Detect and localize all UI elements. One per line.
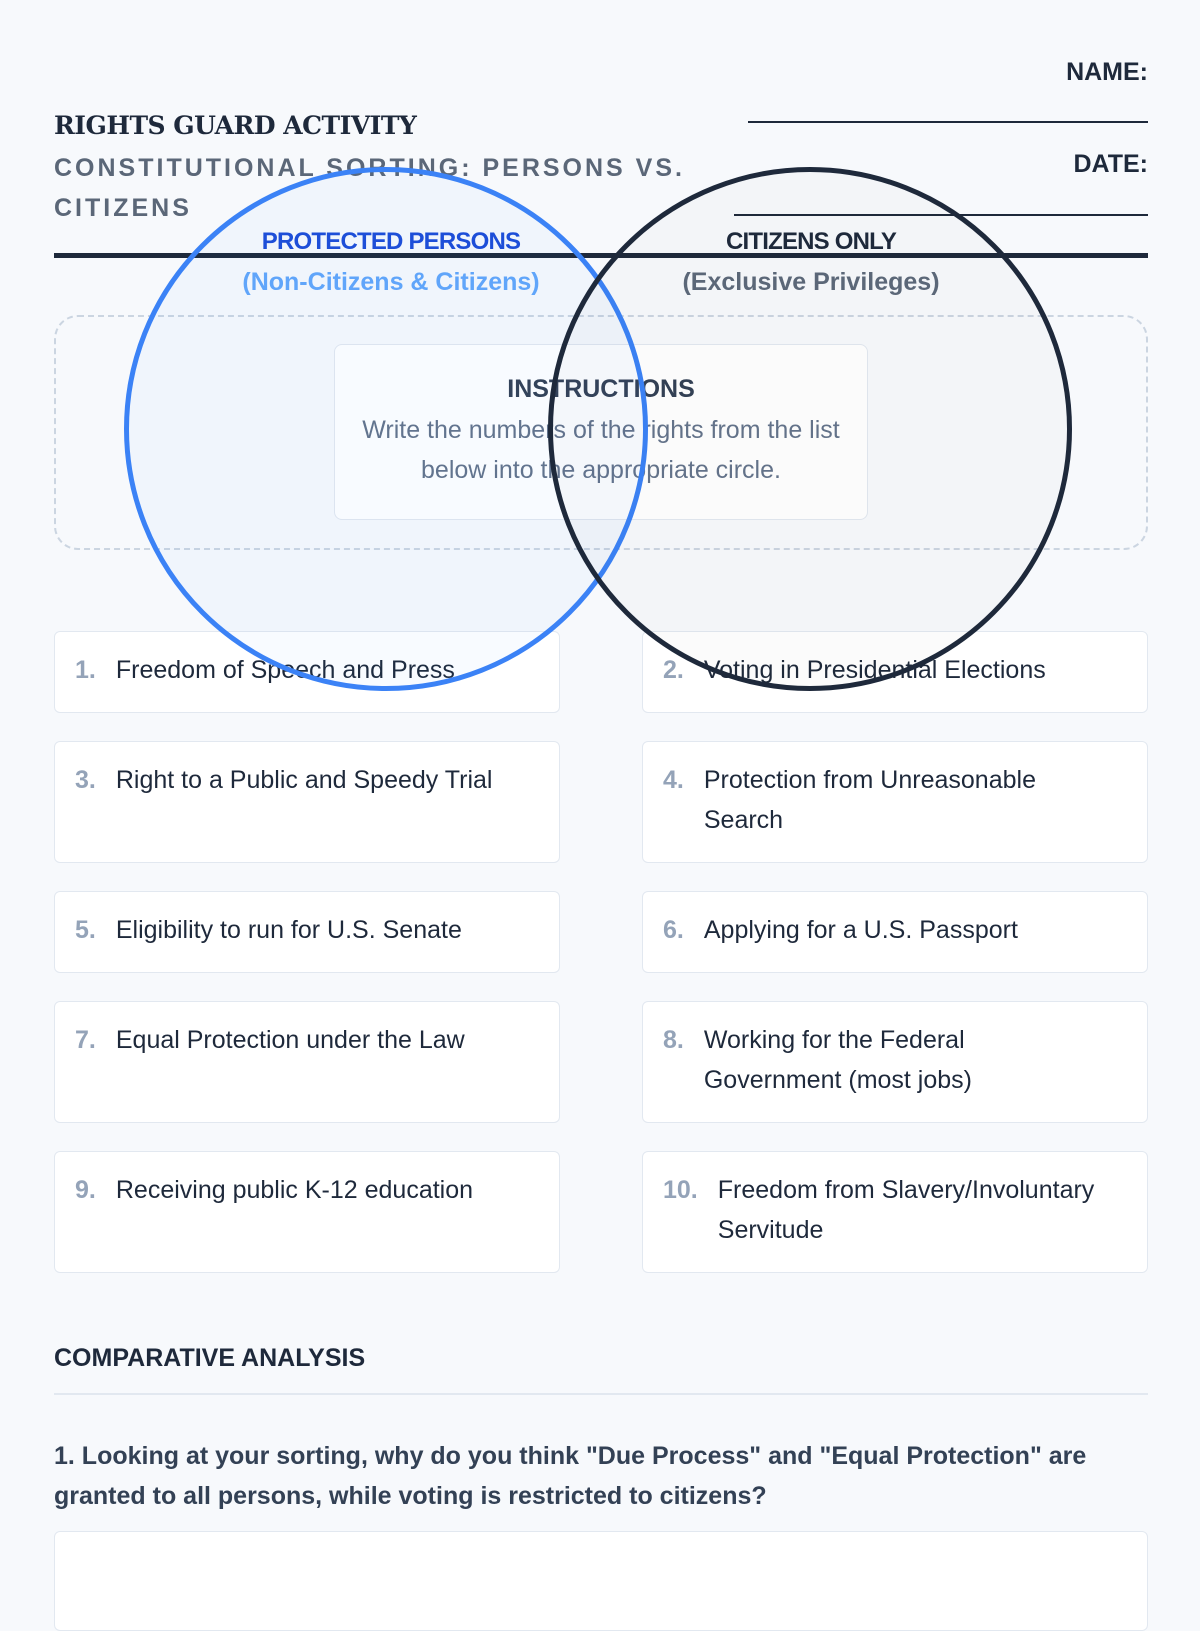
item-number: 7. — [75, 1026, 96, 1054]
item-number: 5. — [75, 916, 96, 944]
list-item — [54, 741, 560, 863]
date-label: DATE: — [1073, 150, 1148, 178]
citizens-only-title: CITIZENS ONLY — [725, 228, 897, 255]
activity-label: RIGHTS GUARD ACTIVITY — [54, 111, 417, 140]
item-number: 9. — [75, 1176, 96, 1204]
item-text: Right to a Public and Speedy Trial — [115, 766, 493, 794]
name-field[interactable] — [748, 121, 1148, 123]
list-item — [642, 741, 1148, 863]
item-text: Protection from Unreasonable Search — [703, 766, 1036, 834]
item-number: 1. — [75, 656, 96, 684]
protected-persons-subtitle: (Non-Citizens & Citizens) — [242, 268, 540, 296]
item-number: 6. — [663, 916, 684, 944]
item-text: Equal Protection under the Law — [115, 1026, 465, 1054]
item-text: Applying for a U.S. Passport — [703, 916, 1018, 944]
analysis-heading: COMPARATIVE ANALYSIS — [54, 1344, 366, 1372]
item-text: Receiving public K-12 education — [115, 1176, 474, 1204]
worksheet-header — [54, 0, 1148, 260]
item-text: Voting in Presidential Elections — [703, 656, 1046, 684]
list-item — [54, 1001, 560, 1123]
item-text: Working for the Federal Government (most jobs) — [703, 1026, 972, 1094]
worksheet-page — [54, 0, 1148, 1600]
analysis-question: 1. Looking at your sorting, why do you think "Due Process" and "Equal Protection" are granted to all persons, while voting is restricted to citizens? — [54, 1442, 1087, 1510]
item-number: 3. — [75, 766, 96, 794]
list-item — [54, 1151, 560, 1273]
item-number: 10. — [663, 1176, 698, 1204]
item-number: 2. — [663, 656, 684, 684]
protected-persons-title: PROTECTED PERSONS — [261, 228, 521, 255]
instructions-text: Write the numbers of the rights from the list below into the appropriate circle. — [362, 416, 840, 484]
name-label: NAME: — [1066, 58, 1148, 86]
item-number: 8. — [663, 1026, 684, 1054]
list-item — [642, 1151, 1148, 1273]
instructions-title: INSTRUCTIONS — [507, 375, 695, 403]
list-item — [642, 1001, 1148, 1123]
item-text: Eligibility to run for U.S. Senate — [115, 916, 462, 944]
list-item — [642, 891, 1148, 973]
worksheet-subtitle: CONSTITUTIONAL SORTING: PERSONS VS. CITIZENS — [54, 154, 685, 222]
list-item — [54, 891, 560, 973]
answer-box[interactable] — [54, 1531, 1148, 1631]
item-text: Freedom from Slavery/Involuntary Servitude — [717, 1176, 1095, 1244]
item-number: 4. — [663, 766, 684, 794]
citizens-only-subtitle: (Exclusive Privileges) — [682, 268, 940, 296]
analysis-divider — [54, 1393, 1148, 1395]
item-text: Freedom of Speech and Press — [115, 656, 455, 684]
